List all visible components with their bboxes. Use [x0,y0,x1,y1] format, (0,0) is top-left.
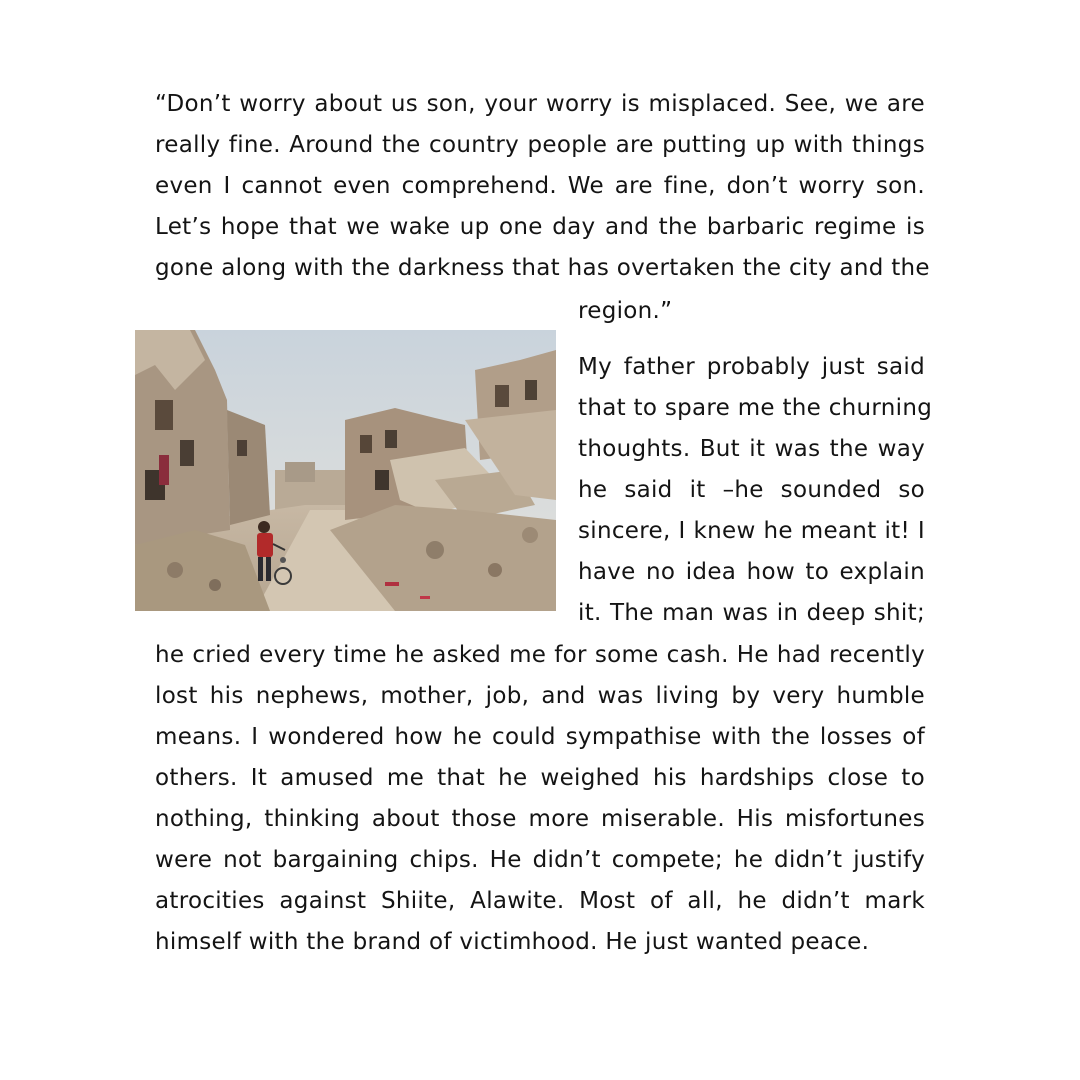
text-line: “Don’t worry about us son, your worry is misplaced. See, we are [155,91,925,117]
text-line: lost his nephews, mother, job, and was living by very humble [155,683,925,709]
text-line: Let’s hope that we wake up one day and the barbaric regime is [155,214,925,240]
text-line: others. It amused me that he weighed his hardships close to [155,765,925,791]
text-line: himself with the brand of victimhood. He just wanted peace. [155,929,870,955]
text-line: that to spare me the churning [578,395,933,421]
text-line: My father probably just said [578,354,925,380]
text-line: he said it –he sounded so [578,477,925,503]
text-line: have no idea how to explain [578,559,925,585]
text-line: gone along with the darkness that has overtaken the city and the [155,255,930,281]
text-line: thoughts. But it was the way [578,436,925,462]
war-ruins-photo [135,330,556,611]
text-line: were not bargaining chips. He didn’t compete; he didn’t justify [155,847,925,873]
text-line: sincere, I knew he meant it! I [578,518,925,544]
text-line: atrocities against Shiite, Alawite. Most of all, he didn’t mark [155,888,925,914]
paragraph-1-end: region.” [578,298,673,324]
text-line: he cried every time he asked me for some cash. He had recently [155,642,925,668]
text-line: it. The man was in deep shit; [578,600,925,626]
paragraph-2-wrapped [578,347,933,634]
text-line: means. I wondered how he could sympathise with the losses of [155,724,925,750]
text-line: really fine. Around the country people are putting up with things [155,132,925,158]
paragraph-2-continued [155,635,925,963]
text-line: nothing, thinking about those more miserable. His misfortunes [155,806,925,832]
paragraph-1 [155,84,930,289]
text-line: even I cannot even comprehend. We are fine, don’t worry son. [155,173,925,199]
